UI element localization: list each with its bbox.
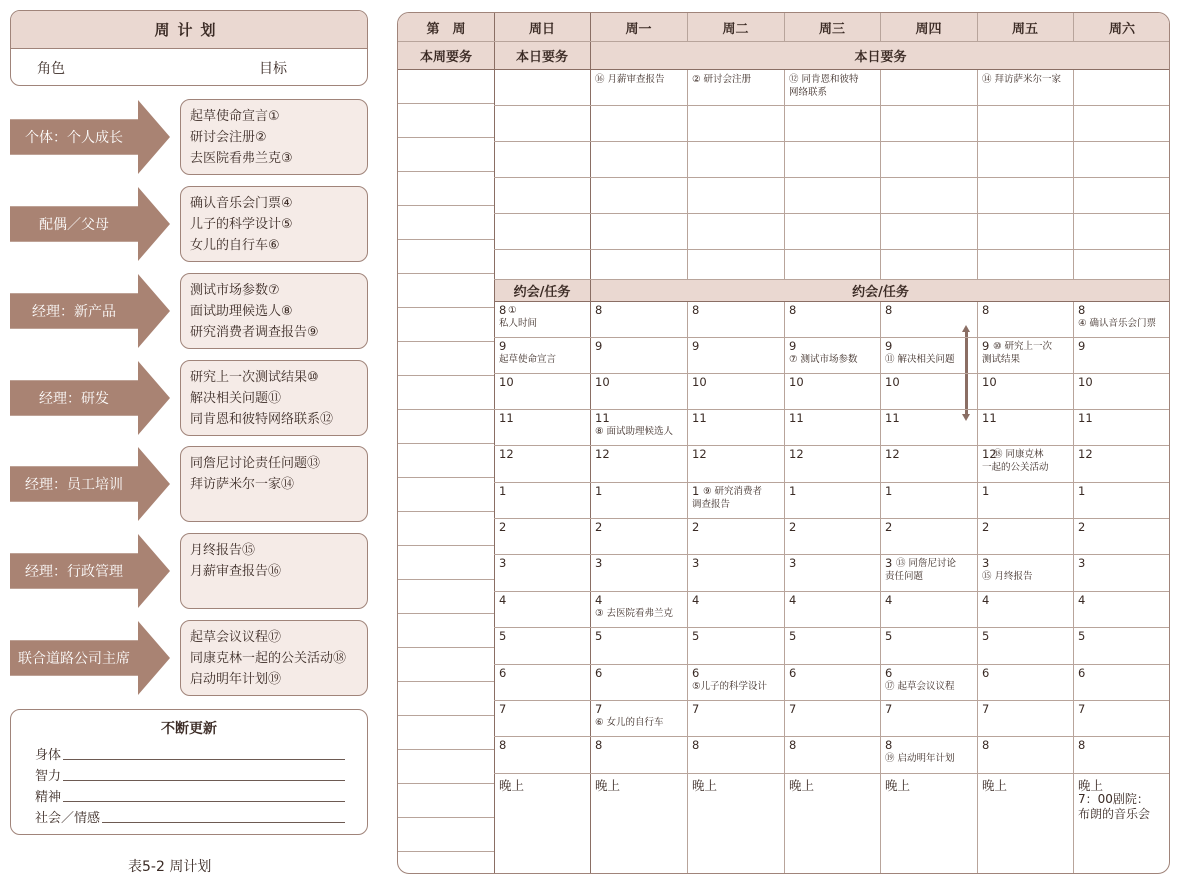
appointment-note: ⑧ 面试助理候选人 <box>595 426 674 437</box>
grid-line <box>494 409 1170 410</box>
renewal-label: 精神 <box>35 786 63 805</box>
hour-label: 1 <box>1078 484 1086 498</box>
goal-box <box>180 99 368 175</box>
renewal-rule <box>35 780 345 781</box>
hour-label: 9 <box>1078 339 1086 353</box>
goal-item: 测试市场参数⑦ <box>190 283 280 298</box>
grid-line <box>784 301 785 874</box>
hour-label: 2 <box>692 520 700 534</box>
hour-label: 7 <box>982 702 990 716</box>
grid-line <box>494 627 1170 628</box>
day-header: 周六 <box>1108 21 1135 37</box>
daily-task: ② 研讨会注册 <box>692 74 752 85</box>
hour-label: 8 <box>789 738 797 752</box>
evening-label: 晚上 <box>595 778 621 793</box>
hour-label: 10 <box>982 375 997 389</box>
grid-line <box>687 69 688 279</box>
grid-line <box>494 445 1170 446</box>
appointment-note: ④ 确认音乐会门票 <box>1078 318 1157 329</box>
grid-line <box>1073 69 1074 279</box>
grid-line <box>880 301 881 874</box>
grid-line <box>398 103 494 104</box>
hour-label: 12 <box>499 447 514 461</box>
renewal-line <box>35 744 367 765</box>
renewal-line <box>35 786 367 807</box>
hour-label: 3 <box>499 556 507 570</box>
renewal-label: 社会／情感 <box>35 807 102 826</box>
grid-line <box>398 307 494 308</box>
hour-label: 3 <box>982 556 990 570</box>
hour-label: 8 <box>1078 303 1086 317</box>
appointment-note: ⑥ 女儿的自行车 <box>595 717 664 728</box>
goal-item: 确认音乐会门票④ <box>190 196 293 211</box>
grid-line <box>398 545 494 546</box>
renewal-line <box>35 807 367 828</box>
appointment-note: ⑲ 启动明年计划 <box>885 753 955 764</box>
grid-line <box>398 205 494 206</box>
grid-line <box>494 141 1170 142</box>
grid-line <box>398 851 494 852</box>
hour-label: 3 <box>595 556 603 570</box>
grid-line <box>494 301 1170 302</box>
grid-line <box>494 213 1170 214</box>
appointment-note: ⑨ 研究消费者 <box>703 486 763 497</box>
hour-label: 3 <box>1078 556 1086 570</box>
grid-line <box>494 700 1170 701</box>
goal-item: 同詹尼讨论责任问题⑬ <box>190 456 321 471</box>
hour-label: 2 <box>982 520 990 534</box>
hour-label: 6 <box>789 666 797 680</box>
grid-line <box>590 13 591 874</box>
hour-label: 10 <box>1078 375 1093 389</box>
renewal-title: 不断更新 <box>161 721 217 737</box>
grid-line <box>398 749 494 750</box>
grid-line <box>398 477 494 478</box>
appointment-note: ⑦ 测试市场参数 <box>789 354 858 365</box>
appointment-note: ⑬ 同詹尼讨论 <box>896 558 957 569</box>
weekly-plan-title-box <box>10 10 368 86</box>
hour-label: 12 <box>1078 447 1093 461</box>
hour-label: 11 <box>885 411 900 425</box>
hour-label: 10 <box>595 375 610 389</box>
hour-label: 11 <box>1078 411 1093 425</box>
grid-line <box>398 137 494 138</box>
hour-label: 9 <box>885 339 893 353</box>
appointment-note: ⑤儿子的科学设计 <box>692 681 768 692</box>
hour-label: 2 <box>1078 520 1086 534</box>
appointments-header: 约会/任务 <box>513 284 571 300</box>
goal-item: 同肯恩和彼特网络联系⑫ <box>190 412 334 427</box>
grid-line <box>494 591 1170 592</box>
grid-line <box>398 783 494 784</box>
hour-label: 12 <box>692 447 707 461</box>
hour-label: 2 <box>789 520 797 534</box>
weekly-priorities-header: 本周要务 <box>419 49 472 65</box>
goal-box <box>180 446 368 522</box>
grid-line <box>398 375 494 376</box>
hour-label: 4 <box>885 593 893 607</box>
goal-item: 研讨会注册② <box>190 130 267 145</box>
grid-line <box>494 664 1170 665</box>
grid-line <box>687 301 688 874</box>
goal-item: 研究消费者调查报告⑨ <box>190 325 319 340</box>
hour-label: 1 <box>595 484 603 498</box>
goal-item: 去医院看弗兰克③ <box>190 151 293 166</box>
goal-item: 面试助理候选人⑧ <box>190 304 293 319</box>
appointment-note: 私人时间 <box>499 318 538 329</box>
grid-line <box>494 337 1170 338</box>
grid-line <box>784 69 785 279</box>
hour-label: 9 <box>982 339 990 353</box>
goal-item: 月终报告⑮ <box>190 543 256 558</box>
grid-line <box>494 105 1170 106</box>
hour-label: 8 <box>1078 738 1086 752</box>
goal-box <box>180 273 368 349</box>
role-label: 配偶／父母 <box>39 217 109 233</box>
daily-task: ⑫ 同肯恩和彼特 网络联系 <box>789 74 859 98</box>
day-header: 周一 <box>625 21 652 37</box>
appointment-note: 调查报告 <box>692 499 731 510</box>
appointment-note-number: ① <box>508 305 517 316</box>
grid-line <box>398 613 494 614</box>
hour-label: 12 <box>595 447 610 461</box>
goal-item: 研究上一次测试结果⑩ <box>190 370 319 385</box>
hour-label: 1 <box>692 484 700 498</box>
hour-label: 7 <box>499 702 507 716</box>
hour-label: 12 <box>982 447 997 461</box>
hour-label: 6 <box>1078 666 1086 680</box>
hour-label: 4 <box>789 593 797 607</box>
hour-label: 8 <box>885 303 893 317</box>
grid-line <box>398 273 494 274</box>
goal-item: 拜访萨米尔一家⑭ <box>190 477 295 492</box>
hour-label: 4 <box>499 593 507 607</box>
appointment-note: ⑩ 研究上一次 <box>993 341 1053 352</box>
hour-label: 4 <box>595 593 603 607</box>
goal-item: 儿子的科学设计⑤ <box>190 217 293 232</box>
hour-label: 4 <box>982 593 990 607</box>
day-header: 周四 <box>915 21 942 37</box>
grid-line <box>494 13 495 874</box>
hour-label: 5 <box>1078 629 1086 643</box>
hour-label: 8 <box>692 738 700 752</box>
hour-label: 4 <box>1078 593 1086 607</box>
grid-line <box>977 301 978 874</box>
appointment-note: 责任问题 <box>885 571 924 582</box>
hour-label: 2 <box>595 520 603 534</box>
hour-label: 1 <box>499 484 507 498</box>
goal-box <box>180 186 368 262</box>
hour-label: 8 <box>789 303 797 317</box>
grid-line <box>494 482 1170 483</box>
appointment-note: ⑪ 解决相关问题 <box>885 354 955 365</box>
hour-label: 8 <box>595 303 603 317</box>
grid-line <box>494 773 1170 774</box>
hour-label: 12 <box>789 447 804 461</box>
grid-line <box>398 579 494 580</box>
hour-label: 11 <box>692 411 707 425</box>
grid-line <box>494 736 1170 737</box>
evening-label: 晚上 <box>1078 778 1104 793</box>
hour-label: 6 <box>595 666 603 680</box>
hour-label: 8 <box>499 303 507 317</box>
grid-line <box>494 554 1170 555</box>
grid-line <box>398 341 494 342</box>
evening-label: 晚上 <box>982 778 1008 793</box>
hour-label: 8 <box>885 738 893 752</box>
grid-line <box>494 249 1170 250</box>
grid-line <box>880 69 881 279</box>
daily-task: ⑭ 拜访萨米尔一家 <box>982 74 1062 85</box>
renewal-label: 身体 <box>35 744 63 763</box>
hour-label: 11 <box>499 411 514 425</box>
grid-line <box>398 511 494 512</box>
goal-item: 同康克林一起的公关活动⑱ <box>190 651 347 666</box>
hour-label: 10 <box>789 375 804 389</box>
evening-label: 晚上 <box>885 778 911 793</box>
hour-label: 6 <box>499 666 507 680</box>
grid-line <box>398 409 494 410</box>
goal-item: 起草会议议程⑰ <box>190 630 282 645</box>
hour-label: 6 <box>692 666 700 680</box>
daily-priorities-header: 本日要务 <box>515 49 568 65</box>
evening-label: 晚上 <box>789 778 815 793</box>
goal-item: 启动明年计划⑲ <box>190 672 282 687</box>
renewal-rule <box>35 759 345 760</box>
goal-item: 起草使命宣言① <box>190 109 280 124</box>
hour-label: 10 <box>692 375 707 389</box>
role-label: 个体：个人成长 <box>25 130 123 146</box>
hour-label: 7 <box>885 702 893 716</box>
grid-line <box>398 239 494 240</box>
appointments-header: 约会/任务 <box>852 284 909 300</box>
goal-item: 女儿的自行车⑥ <box>190 238 280 253</box>
hour-label: 3 <box>885 556 893 570</box>
day-header: 周日 <box>528 21 555 37</box>
appointment-note: ③ 去医院看弗兰克 <box>595 608 674 619</box>
hour-label: 9 <box>595 339 603 353</box>
hour-label: 5 <box>982 629 990 643</box>
hour-label: 10 <box>499 375 514 389</box>
hour-label: 5 <box>789 629 797 643</box>
hour-label: 1 <box>789 484 797 498</box>
grid-line <box>398 443 494 444</box>
hour-label: 7 <box>789 702 797 716</box>
hour-label: 2 <box>499 520 507 534</box>
grid-line <box>494 177 1170 178</box>
goal-item: 月薪审查报告⑯ <box>190 564 282 579</box>
role-label: 经理：行政管理 <box>25 564 123 580</box>
hour-label: 11 <box>789 411 804 425</box>
grid-line <box>494 518 1170 519</box>
weekly-plan-title: 周计划 <box>11 11 367 49</box>
role-label: 联合道路公司主席 <box>18 651 130 667</box>
hour-label: 7 <box>1078 702 1086 716</box>
hour-label: 1 <box>982 484 990 498</box>
hour-label: 9 <box>692 339 700 353</box>
daily-task: ⑯ 月薪审查报告 <box>595 74 665 85</box>
day-header: 周五 <box>1011 21 1038 37</box>
renewal-label: 智力 <box>35 765 63 784</box>
hour-label: 4 <box>692 593 700 607</box>
role-label: 经理：研发 <box>39 391 109 407</box>
hour-label: 1 <box>885 484 893 498</box>
hour-label: 8 <box>499 738 507 752</box>
appointment-note: 一起的公关活动 <box>982 462 1049 473</box>
goal-box <box>180 533 368 609</box>
appointment-note: ⑰ 起草会议议程 <box>885 681 955 692</box>
hour-label: 5 <box>885 629 893 643</box>
hour-label: 8 <box>595 738 603 752</box>
hour-label: 7 <box>595 702 603 716</box>
grid-line <box>1073 301 1074 874</box>
goal-box <box>180 360 368 436</box>
renewal-line <box>35 765 367 786</box>
weekly-schedule-table <box>397 12 1170 874</box>
hour-label: 5 <box>692 629 700 643</box>
evening-note: 7：00剧院： 布朗的音乐会 <box>1078 792 1151 821</box>
daily-priorities-header: 本日要务 <box>854 49 907 65</box>
grid-line <box>398 681 494 682</box>
grid-line <box>398 715 494 716</box>
hour-label: 11 <box>595 411 610 425</box>
renewal-box <box>10 709 368 835</box>
hour-label: 2 <box>885 520 893 534</box>
grid-line <box>977 69 978 279</box>
hour-label: 8 <box>692 303 700 317</box>
appointment-note: 测试结果 <box>982 354 1021 365</box>
hour-label: 10 <box>885 375 900 389</box>
goal-column-label: 目标 <box>259 61 287 77</box>
day-header: 周二 <box>722 21 749 37</box>
hour-label: 5 <box>595 629 603 643</box>
hour-label: 6 <box>982 666 990 680</box>
grid-line <box>398 171 494 172</box>
hour-label: 7 <box>692 702 700 716</box>
grid-line <box>398 69 1170 70</box>
appointment-note: ⑮ 月终报告 <box>982 571 1033 582</box>
week-header: 第 周 <box>426 21 466 37</box>
day-header: 周三 <box>818 21 845 37</box>
hour-label: 8 <box>982 303 990 317</box>
hour-label: 11 <box>982 411 997 425</box>
renewal-rule <box>35 801 345 802</box>
hour-label: 9 <box>499 339 507 353</box>
goal-item: 解决相关问题⑪ <box>190 391 282 406</box>
evening-label: 晚上 <box>499 778 525 793</box>
appointment-note: 起草使命宣言 <box>499 354 557 365</box>
grid-line <box>494 373 1170 374</box>
hour-label: 3 <box>692 556 700 570</box>
appointment-note: ⑱ 同康克林 <box>993 449 1044 460</box>
goal-box <box>180 620 368 696</box>
hour-label: 6 <box>885 666 893 680</box>
hour-label: 9 <box>789 339 797 353</box>
evening-label: 晚上 <box>692 778 718 793</box>
grid-line <box>398 647 494 648</box>
role-column-label: 角色 <box>37 61 65 77</box>
hour-label: 12 <box>885 447 900 461</box>
hour-label: 3 <box>789 556 797 570</box>
hour-label: 8 <box>982 738 990 752</box>
role-label: 经理：新产品 <box>32 304 116 320</box>
grid-line <box>398 817 494 818</box>
table-caption: 表5-2 周计划 <box>128 859 212 875</box>
hour-label: 5 <box>499 629 507 643</box>
role-label: 经理：员工培训 <box>25 477 123 493</box>
